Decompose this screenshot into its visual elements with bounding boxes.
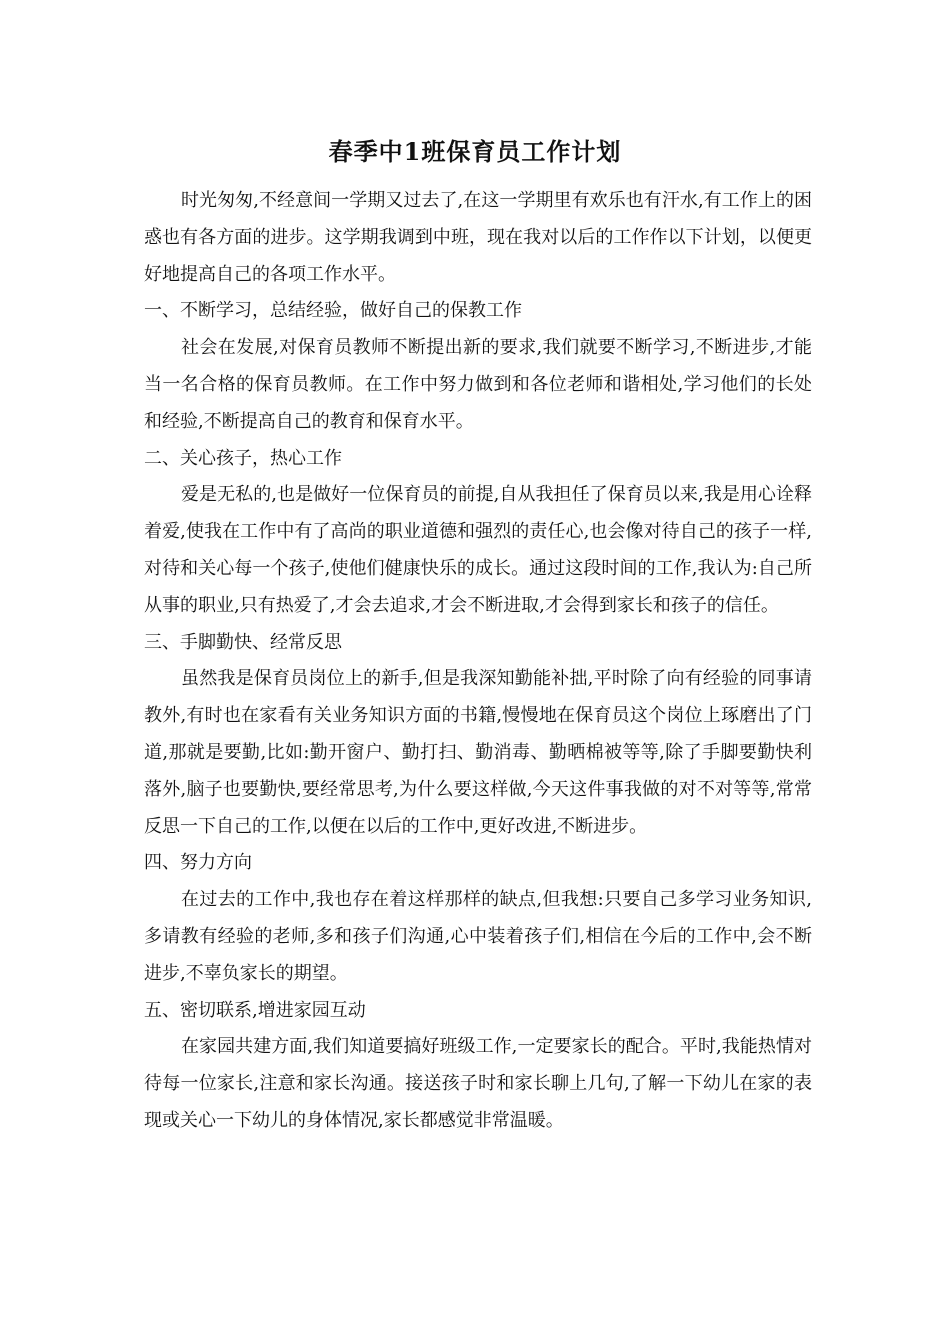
section-paragraph-3: 虽然我是保育员岗位上的新手,但是我深知勤能补拙,平时除了向有经验的同事请教外,有时也在家看有关业务知识方面的书籍,慢慢地在保育员这个岗位上琢磨出了门道,那就是要勤,比如:勤开窗户、勤打扫、勤消毒、勤晒棉被等等,除了手脚要勤快利落外,脑子也要勤快,要经常思考,为什么要这样做,今天这件事我做的对不对等等,常常反思一下自己的工作,以便在以后的工作中,更好改进,不断进步。 [144,668,812,837]
document-body [144,183,812,1140]
intro-paragraph: 时光匆匆,不经意间一学期又过去了,在这一学期里有欢乐也有汗水,有工作上的困惑也有各方面的进步。这学期我调到中班，现在我对以后的工作作以下计划，以便更好地提高自己的各项工作水平。 [144,190,812,285]
section-heading-5: 五、密切联系,增进家园互动 [144,999,366,1021]
section-heading-2: 二、关心孩子，热心工作 [144,447,342,469]
section-paragraph-1: 社会在发展,对保育员教师不断提出新的要求,我们就要不断学习,不断进步,才能当一名合格的保育员教师。在工作中努力做到和各位老师和谐相处,学习他们的长处和经验,不断提高自己的教育和保育水平。 [144,337,812,432]
section-heading-1: 一、不断学习，总结经验，做好自己的保教工作 [144,300,522,322]
section-heading-3: 三、手脚勤快、经常反思 [144,631,342,653]
section-paragraph-4: 在过去的工作中,我也存在着这样那样的缺点,但我想:只要自己多学习业务知识,多请教有经验的老师,多和孩子们沟通,心中装着孩子们,相信在今后的工作中,会不断进步,不辜负家长的期望。 [144,889,812,984]
document-title: 春季中1班保育员工作计划 [328,137,622,166]
section-paragraph-2: 爱是无私的,也是做好一位保育员的前提,自从我担任了保育员以来,我是用心诠释着爱,使我在工作中有了高尚的职业道德和强烈的责任心,也会像对待自己的孩子一样,对待和关心每一个孩子,使他们健康快乐的成长。通过这段时间的工作,我认为:自己所从事的职业,只有热爱了,才会去追求,才会不断进取,才会得到家长和孩子的信任。 [144,484,812,616]
section-heading-4: 四、努力方向 [144,852,252,874]
section-paragraph-5: 在家园共建方面,我们知道要搞好班级工作,一定要家长的配合。平时,我能热情对待每一位家长,注意和家长沟通。接送孩子时和家长聊上几句,了解一下幼儿在家的表现或关心一下幼儿的身体情况,家长都感觉非常温暖。 [144,1036,812,1131]
